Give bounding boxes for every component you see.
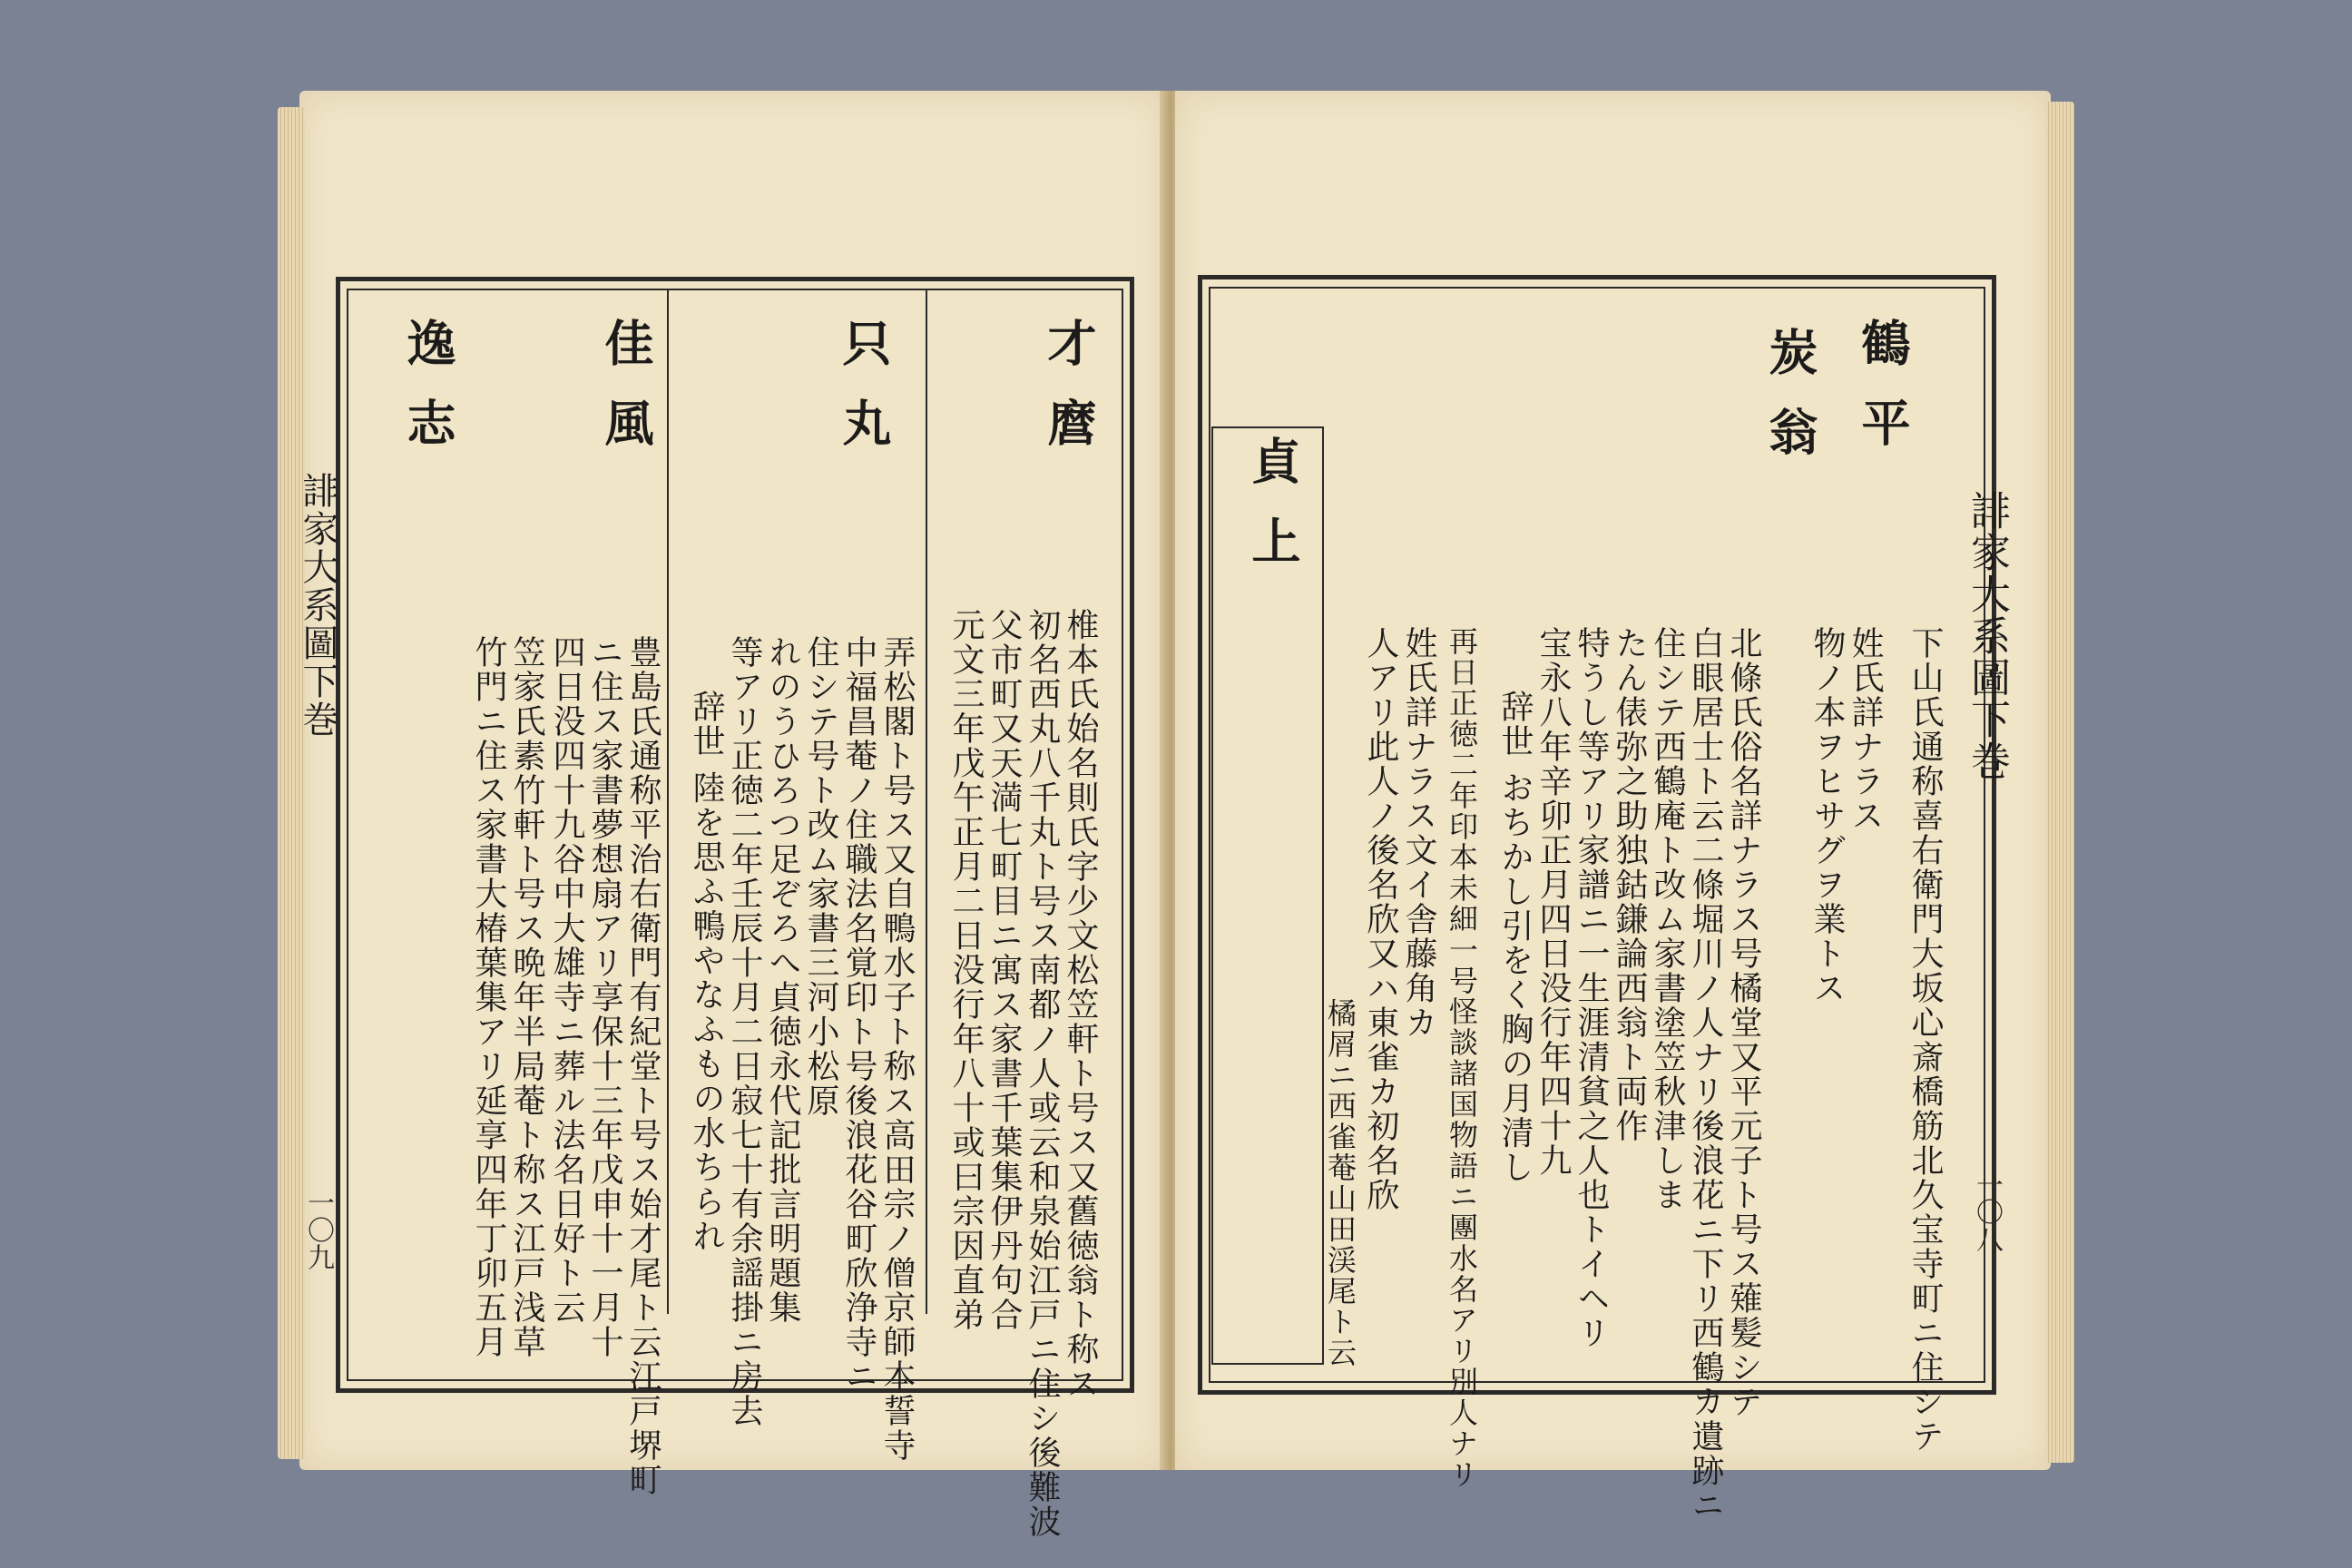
entry-line: 竹門ニ住ス家書大椿葉集アリ延享四年丁卯五月 <box>470 635 507 1359</box>
entry-name-teijo: 貞上 <box>1244 436 1302 595</box>
running-title: 誹家大系圖下巻 <box>1964 490 2010 782</box>
left-page <box>297 91 1166 1539</box>
left-spine-title: 誹家大系圖下巻 <box>297 472 338 739</box>
entry-line: 特うし等アリ家譜ニ一生涯清貧之人也トイヘリ <box>1573 626 1610 1350</box>
entry-line: 人アリ此人ノ後名欣又ハ東雀カ初名欣 <box>1362 626 1399 1212</box>
entry-line: 下山氏通称喜右衛門大坂心斎橋筋北久宝寺町ニ住シテ <box>1906 626 1944 1454</box>
open-book <box>297 91 2051 1539</box>
entry-line: 四日没四十九谷中大雄寺ニ葬ル法名日好ト云 <box>548 635 585 1325</box>
entry-line: 宝永八年辛卯正月四日没行年四十九 <box>1534 626 1572 1178</box>
entry-line: 中福昌菴ノ住職法名覚印ト号後浪花谷町欣浄寺ニ <box>840 635 877 1394</box>
entry-line: 椎本氏始名則氏字少文松笠軒ト号ス又舊徳翁ト称ス <box>1062 608 1099 1401</box>
entry-line: 橘屑ニ西雀菴山田渓尾ト云 <box>1323 998 1357 1368</box>
entry-line: ニ住ス家書夢想扇アリ享保十三年戊申十一月十 <box>586 635 623 1359</box>
entry-line: 初名西丸八千丸ト号ス南都ノ人或云和泉始江戸ニ住シ後難波 <box>1024 608 1061 1539</box>
entry-line: 等アリ正徳二年壬辰十月二日寂七十有余謡掛ニ房去 <box>726 635 763 1428</box>
entry-line: 父市町又天満七町目ニ寓ス家書千葉集伊丹句合 <box>985 608 1023 1332</box>
entry-name-kakuhei: 鶴平 <box>1854 318 1912 477</box>
entry-name-kafu: 佳風 <box>597 318 655 477</box>
entry-line: 物ノ本ヲヒサグヲ業トス <box>1808 626 1846 1005</box>
entry-name-itsushi: 逸志 <box>399 318 457 477</box>
entry-name-tanou: 炭翁 <box>1761 327 1819 486</box>
entry-line: 再日正徳二年印本未細一号怪談諸国物語ニ團水名アリ別人ナリ <box>1445 626 1479 1490</box>
entry-line: 北條氏俗名詳ナラス号橘堂又平元子ト号ス薙髪シテ <box>1725 626 1762 1419</box>
column-divider <box>667 289 669 1314</box>
entry-name-saimaro: 才麿 <box>1040 318 1098 477</box>
entry-line: 豊島氏通称平治右衛門有紀堂ト号ス始才尾ト云江戸堺町 <box>624 635 662 1497</box>
entry-line: 住シテ号ト改ム家書三河小松原 <box>802 635 839 1118</box>
entry-line: 姓氏詳ナラス文イ舎藤角カ <box>1400 626 1437 1040</box>
left-page-number: 一〇九 <box>302 1189 334 1270</box>
right-page-number: 一〇八 <box>1971 1171 2003 1252</box>
entry-line: 住シテ西鶴庵ト改ム家書塗笠秋津しま <box>1649 626 1686 1212</box>
page-edges-right <box>2045 102 2074 1463</box>
entry-line: 笠家氏素竹軒ト号ス晩年半局菴ト称ス江戸浅草 <box>508 635 545 1359</box>
entry-line: 辞世 陸を思ふ鴨やなふもの水ちられ <box>688 690 725 1254</box>
right-page <box>1175 91 2051 1523</box>
entry-line: 白眼居士ト云二條堀川ノ人ナリ後浪花ニ下リ西鶴カ遺跡ニ <box>1687 626 1724 1523</box>
entry-line: 元文三年戊午正月二日没行年八十或曰宗因直弟 <box>947 608 985 1332</box>
entry-line: れのうひろつ足ぞろへ貞徳永代記批言明題集 <box>764 635 801 1325</box>
entry-line: 姓氏詳ナラス <box>1847 626 1884 833</box>
entry-line: 弄松閣ト号ス又自鴨水子ト称ス高田宗ノ僧京師本誓寺 <box>878 635 916 1463</box>
column-divider <box>926 289 927 1314</box>
entry-name-shigan: 只丸 <box>835 318 893 477</box>
entry-line: 辞世 おちかし引をく胸の月清し <box>1496 690 1534 1185</box>
entry-line: たん俵弥之助独鈷鎌論西翁ト両作 <box>1611 626 1648 1143</box>
